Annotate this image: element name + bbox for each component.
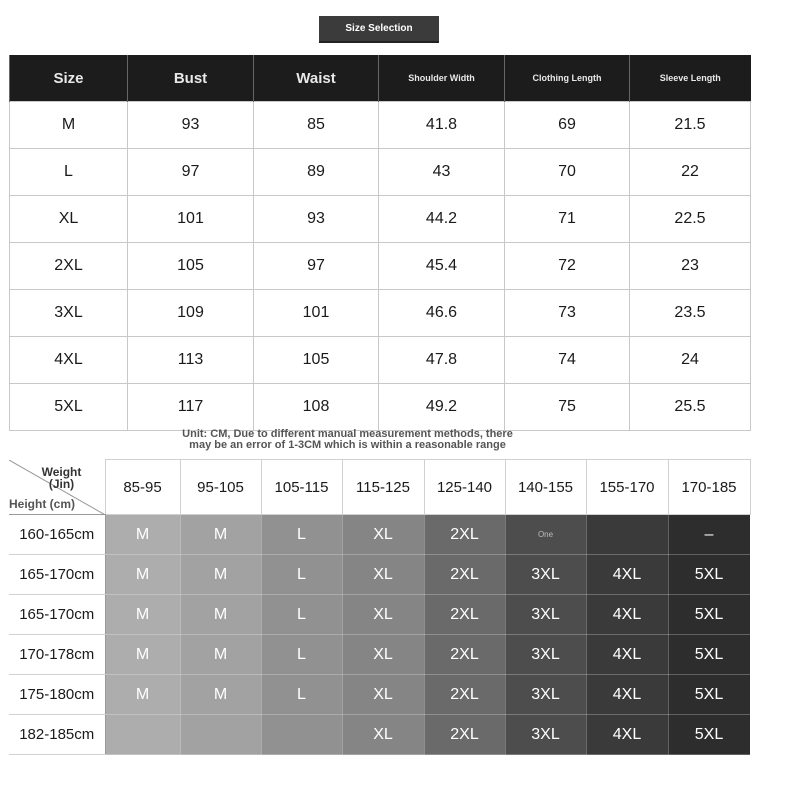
recommendation-row [9, 555, 750, 595]
size-table-cell: 117 [128, 384, 254, 431]
size-table-cell: 24 [630, 337, 751, 384]
recommended-size-cell: One [505, 515, 586, 555]
height-range-label: 170-178cm [9, 635, 105, 675]
size-table-cell: 23 [630, 243, 751, 290]
size-table-cell: 45.4 [379, 243, 505, 290]
recommended-size-cell: L [261, 635, 342, 675]
recommended-size-cell: 4XL [586, 715, 668, 755]
recommended-size-cell: L [261, 515, 342, 555]
recommended-size-cell: 5XL [668, 555, 750, 595]
size-table-cell: 85 [254, 102, 379, 149]
height-range-label: 160-165cm [9, 515, 105, 555]
size-table-cell: 89 [254, 149, 379, 196]
recommended-size-cell: M [105, 515, 180, 555]
recommended-size-cell: 2XL [424, 715, 505, 755]
recommended-size-cell: 2XL [424, 595, 505, 635]
recommendation-row [9, 715, 750, 755]
recommended-size-cell [180, 715, 261, 755]
size-table-row [10, 149, 751, 196]
recommended-size-cell: L [261, 555, 342, 595]
size-table-cell: 73 [505, 290, 630, 337]
size-table-cell: L [10, 149, 128, 196]
recommended-size-cell: M [105, 555, 180, 595]
corner-height-label: Height (cm) [9, 497, 75, 511]
recommended-size-cell [586, 515, 668, 555]
recommended-size-cell: M [180, 555, 261, 595]
recommendation-row [9, 515, 750, 555]
size-table-cell: 70 [505, 149, 630, 196]
size-table-cell: 93 [128, 102, 254, 149]
size-table-cell: 97 [254, 243, 379, 290]
recommended-size-cell: XL [342, 635, 424, 675]
recommendation-header-row [9, 460, 750, 515]
recommended-size-cell: 3XL [505, 715, 586, 755]
size-table-cell: 47.8 [379, 337, 505, 384]
size-table-row [10, 290, 751, 337]
recommended-size-cell: 5XL [668, 635, 750, 675]
size-header-bust: Bust [128, 55, 254, 102]
height-range-label: 182-185cm [9, 715, 105, 755]
recommended-size-cell: 3XL [505, 675, 586, 715]
size-table-cell: 3XL [10, 290, 128, 337]
size-table-cell: 75 [505, 384, 630, 431]
weight-range-header: 95-105 [180, 460, 261, 515]
recommended-size-cell: XL [342, 515, 424, 555]
size-header-size: Size [10, 55, 128, 102]
size-table-cell: 113 [128, 337, 254, 384]
recommended-size-cell: XL [342, 715, 424, 755]
height-range-label: 165-170cm [9, 555, 105, 595]
recommended-size-cell: – [668, 515, 750, 555]
weight-range-header: 85-95 [105, 460, 180, 515]
weight-range-header: 140-155 [505, 460, 586, 515]
size-table-cell: 101 [254, 290, 379, 337]
recommended-size-cell: M [180, 515, 261, 555]
recommended-size-cell: 5XL [668, 715, 750, 755]
size-table-cell: 74 [505, 337, 630, 384]
recommended-size-cell: M [105, 595, 180, 635]
corner-weight-label: Weight (Jin) [41, 464, 82, 491]
size-table-row [10, 102, 751, 149]
size-table-cell: 22.5 [630, 196, 751, 243]
recommended-size-cell [261, 715, 342, 755]
weight-range-header: 155-170 [586, 460, 668, 515]
recommended-size-cell: 4XL [586, 555, 668, 595]
size-table-cell: 105 [128, 243, 254, 290]
recommendation-row [9, 635, 750, 675]
size-table-cell: 4XL [10, 337, 128, 384]
corner-cell [9, 460, 105, 515]
recommended-size-cell: 3XL [505, 635, 586, 675]
size-header-sleeve-length: Sleeve Length [630, 55, 751, 102]
note-line-1: Unit: CM, Due to different manual measurement methods, there [182, 428, 513, 440]
size-table-row [10, 337, 751, 384]
size-header-clothing-length: Clothing Length [505, 55, 630, 102]
recommended-size-cell: M [105, 675, 180, 715]
size-measurement-table [9, 55, 751, 431]
size-table-cell: 93 [254, 196, 379, 243]
size-table-cell: 46.6 [379, 290, 505, 337]
recommended-size-cell [105, 715, 180, 755]
weight-range-header: 170-185 [668, 460, 750, 515]
height-range-label: 165-170cm [9, 595, 105, 635]
size-table-cell: 21.5 [630, 102, 751, 149]
weight-range-header: 125-140 [424, 460, 505, 515]
recommendation-row [9, 675, 750, 715]
size-table-cell: 72 [505, 243, 630, 290]
recommended-size-cell: 2XL [424, 555, 505, 595]
size-header-waist: Waist [254, 55, 379, 102]
recommended-size-cell: 4XL [586, 595, 668, 635]
size-header-shoulder-width: Shoulder Width [379, 55, 505, 102]
size-table-cell: 105 [254, 337, 379, 384]
recommended-size-cell: 2XL [424, 675, 505, 715]
recommended-size-cell: L [261, 675, 342, 715]
size-table-cell: 69 [505, 102, 630, 149]
size-table-cell: 43 [379, 149, 505, 196]
recommended-size-cell: M [180, 635, 261, 675]
recommended-size-cell: 5XL [668, 675, 750, 715]
recommended-size-cell: 4XL [586, 635, 668, 675]
recommended-size-cell: M [105, 635, 180, 675]
size-table-cell: 97 [128, 149, 254, 196]
size-table-cell: 71 [505, 196, 630, 243]
weight-range-header: 105-115 [261, 460, 342, 515]
size-table-cell: 23.5 [630, 290, 751, 337]
height-range-label: 175-180cm [9, 675, 105, 715]
recommended-size-cell: 4XL [586, 675, 668, 715]
size-table-cell: 5XL [10, 384, 128, 431]
weight-range-header: 115-125 [342, 460, 424, 515]
recommended-size-cell: 2XL [424, 635, 505, 675]
recommended-size-cell: 2XL [424, 515, 505, 555]
size-table-cell: 108 [254, 384, 379, 431]
size-table-cell: 44.2 [379, 196, 505, 243]
size-table-cell: 2XL [10, 243, 128, 290]
size-table-cell: 41.8 [379, 102, 505, 149]
recommended-size-cell: 5XL [668, 595, 750, 635]
recommended-size-cell: M [180, 595, 261, 635]
recommended-size-cell: 3XL [505, 595, 586, 635]
page-title: Size Selection [319, 16, 439, 43]
size-table-cell: 101 [128, 196, 254, 243]
size-recommendation-table [9, 459, 751, 755]
size-table-cell: M [10, 102, 128, 149]
size-table-cell: 109 [128, 290, 254, 337]
measurement-note [150, 429, 545, 451]
size-table-cell: 49.2 [379, 384, 505, 431]
size-table-row [10, 196, 751, 243]
recommended-size-cell: XL [342, 595, 424, 635]
size-table-cell: XL [10, 196, 128, 243]
size-table-cell: 25.5 [630, 384, 751, 431]
size-table-cell: 22 [630, 149, 751, 196]
recommended-size-cell: XL [342, 555, 424, 595]
size-table-header-row [10, 55, 751, 102]
recommendation-row [9, 595, 750, 635]
recommended-size-cell: M [180, 675, 261, 715]
size-table-row [10, 243, 751, 290]
recommended-size-cell: L [261, 595, 342, 635]
size-table-row [10, 384, 751, 431]
note-line-2: may be an error of 1-3CM which is within a reasonable range [189, 439, 506, 451]
recommended-size-cell: 3XL [505, 555, 586, 595]
recommended-size-cell: XL [342, 675, 424, 715]
